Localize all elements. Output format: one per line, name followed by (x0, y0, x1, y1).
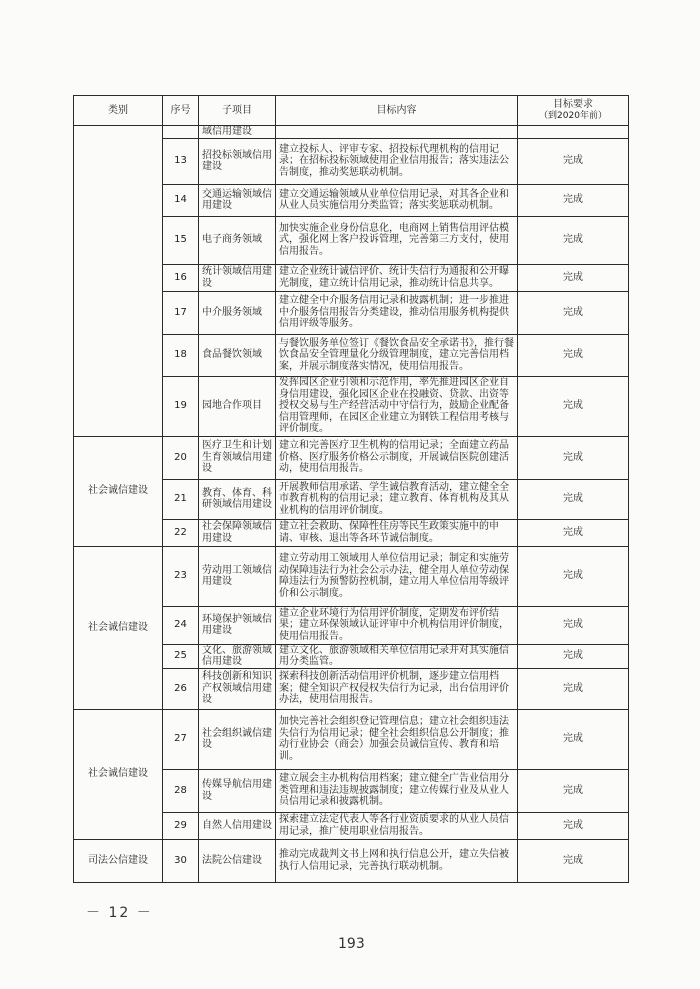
category-cell: 社会诚信建设 (74, 436, 163, 546)
sub-item-cell: 劳动用工领域信用建设 (199, 546, 276, 606)
target-cell: 完成 (518, 519, 629, 546)
sub-item-cell: 法院公信建设 (199, 839, 276, 882)
target-cell: 完成 (518, 839, 629, 882)
sub-item-cell: 中介服务领域 (199, 291, 276, 334)
sub-item-cell: 科技创新和知识产权领域信用建设 (199, 668, 276, 709)
header-target-line1: 目标要求 (553, 99, 593, 110)
content-cell: 建立企业统计诚信评价、统计失信行为通报和公开曝光制度，建立统计信用记录，推动统计信息共享。 (276, 264, 518, 291)
seq-cell: 16 (163, 264, 199, 291)
table-header-row (74, 96, 629, 126)
header-seq: 序号 (163, 96, 199, 126)
content-cell: 探索科技创新活动信用评价机制，逐步建立信用档案；健全知识产权侵权失信行为记录，出台信用评价办法，使用信用报告。 (276, 668, 518, 709)
sub-item-cell: 统计领域信用建设 (199, 264, 276, 291)
seq-cell: 18 (163, 334, 199, 376)
target-cell: 完成 (518, 264, 629, 291)
target-cell: 完成 (518, 138, 629, 184)
content-cell: 加快实施企业身份信息化，电商网上销售信用评估模式，强化网上客户投诉管理，完善第三方支付，使用信用报告。 (276, 216, 518, 264)
sub-item-cell: 传媒导航信用建设 (199, 769, 276, 812)
content-cell: 建立劳动用工领域用人单位信用记录；制定和实施劳动保障违法行为社会公示办法，健全用人单位劳动保障违法行为预警防控机制，建立用人单位信用等级评价和公示制度。 (276, 546, 518, 606)
seq-cell: 17 (163, 291, 199, 334)
target-cell: 完成 (518, 546, 629, 606)
header-category: 类别 (74, 96, 163, 126)
content-cell: 建立展会主办机构信用档案；建立健全广告业信用分类管理和违法违规披露制度；建立传媒行业及从业人员信用记录和披露机制。 (276, 769, 518, 812)
content-cell: 建立社会救助、保障性住房等民生政策实施中的申请、审核、退出等各环节诚信制度。 (276, 519, 518, 546)
seq-cell: 22 (163, 519, 199, 546)
seq-cell: 25 (163, 644, 199, 668)
content-cell: 探索建立法定代表人等各行业资质要求的从业人员信用记录，推广使用职业信用报告。 (276, 812, 518, 839)
seq-cell (163, 126, 199, 139)
sub-item-cell: 交通运输领域信用建设 (199, 184, 276, 216)
content-cell: 建立投标人、评审专家、招投标代理机构的信用记录；在招标投标领域使用企业信用报告；落实违法公告制度，推动奖惩联动机制。 (276, 138, 518, 184)
seq-cell: 30 (163, 839, 199, 882)
header-sub-item: 子项目 (199, 96, 276, 126)
sub-item-cell: 医疗卫生和计划生育领域信用建设 (199, 436, 276, 479)
content-cell: 开展教师信用承诺、学生诚信教育活动，建立健全全市教育机构的信用记录；建立教育、体育机构及其从业机构的信用评价制度。 (276, 479, 518, 519)
table-row (74, 839, 629, 882)
sub-item-cell: 自然人信用建设 (199, 812, 276, 839)
target-cell: 完成 (518, 184, 629, 216)
sub-item-cell: 食品餐饮领域 (199, 334, 276, 376)
header-target (518, 96, 629, 126)
target-cell: 完成 (518, 216, 629, 264)
content-cell: 建立交通运输领域从业单位信用记录，对其各企业和从业人员实施信用分类监管；落实奖惩联动机制。 (276, 184, 518, 216)
content-cell: 建立和完善医疗卫生机构的信用记录；全面建立药品价格、医疗服务价格公示制度，开展诚信医院创建活动，使用信用报告。 (276, 436, 518, 479)
target-cell: 完成 (518, 606, 629, 644)
header-content: 目标内容 (276, 96, 518, 126)
content-cell: 加快完善社会组织登记管理信息；建立社会组织违法失信行为信用记录；健全社会组织信息公开制度；推动行业协会（商会）加强会员诚信宣传、教育和培训。 (276, 709, 518, 769)
target-cell: 完成 (518, 479, 629, 519)
content-cell: 发挥园区企业引领和示范作用，率先推进园区企业自身信用建设，强化园区企业在投融资、贷款、出资等授权交易与生产经营活动中守信行为，鼓励企业配备信用管理师，在园区企业建立为钢铁工程信用考核与评价制度。 (276, 376, 518, 436)
sub-item-cell: 招投标领域信用建设 (199, 138, 276, 184)
seq-cell: 28 (163, 769, 199, 812)
target-cell: 完成 (518, 436, 629, 479)
seq-cell: 29 (163, 812, 199, 839)
seq-cell: 20 (163, 436, 199, 479)
sub-item-cell: 域信用建设 (199, 126, 276, 139)
target-cell: 完成 (518, 291, 629, 334)
content-cell: 建立文化、旅游领域相关单位信用记录并对其实施信用分类监管。 (276, 644, 518, 668)
target-cell: 完成 (518, 812, 629, 839)
folio-number: 193 (338, 936, 365, 952)
target-cell: 完成 (518, 644, 629, 668)
target-cell: 完成 (518, 709, 629, 769)
content-cell (276, 126, 518, 139)
content-cell: 建立企业环境行为信用评价制度，定期发布评价结果；建立环保领域认证评审中介机构信用评价制度，使用信用报告。 (276, 606, 518, 644)
sub-item-cell: 园地合作项目 (199, 376, 276, 436)
sub-item-cell: 社会保障领域信用建设 (199, 519, 276, 546)
target-cell: 完成 (518, 334, 629, 376)
target-cell: 完成 (518, 376, 629, 436)
table-row (74, 709, 629, 769)
seq-cell: 19 (163, 376, 199, 436)
content-cell: 推动完成裁判文书上网和执行信息公开，建立失信被执行人信用记录，完善执行联动机制。 (276, 839, 518, 882)
seq-cell: 21 (163, 479, 199, 519)
category-cell: 社会诚信建设 (74, 546, 163, 709)
seq-cell: 15 (163, 216, 199, 264)
seq-cell: 24 (163, 606, 199, 644)
seq-cell: 23 (163, 546, 199, 606)
content-cell: 与餐饮服务单位签订《餐饮食品安全承诺书》，推行餐饮食品安全管理量化分级管理制度，建立完善信用档案，并展示制度落实情况，使用信用报告。 (276, 334, 518, 376)
sub-item-cell: 电子商务领域 (199, 216, 276, 264)
content-cell: 建立健全中介服务信用记录和披露机制；进一步推进中介服务信用报告分类建设，推动信用服务机构提供信用评级等服务。 (276, 291, 518, 334)
sub-item-cell: 文化、旅游领域信用建设 (199, 644, 276, 668)
table-row (74, 436, 629, 479)
seq-cell: 27 (163, 709, 199, 769)
table-row (74, 546, 629, 606)
sub-item-cell: 教育、体育、科研领域信用建设 (199, 479, 276, 519)
seq-cell: 26 (163, 668, 199, 709)
header-target-line2: （到2020年前） (539, 110, 607, 121)
category-cell: 司法公信建设 (74, 839, 163, 882)
sub-item-cell: 社会组织诚信建设 (199, 709, 276, 769)
category-cell-blank (74, 126, 163, 437)
page-number: － 12 － (86, 905, 153, 921)
target-cell: 完成 (518, 668, 629, 709)
seq-cell: 13 (163, 138, 199, 184)
target-cell: 完成 (518, 769, 629, 812)
category-cell: 社会诚信建设 (74, 709, 163, 839)
target-cell (518, 126, 629, 139)
credit-construction-table (73, 95, 629, 883)
seq-cell: 14 (163, 184, 199, 216)
table-row (74, 126, 629, 139)
sub-item-cell: 环境保护领域信用建设 (199, 606, 276, 644)
